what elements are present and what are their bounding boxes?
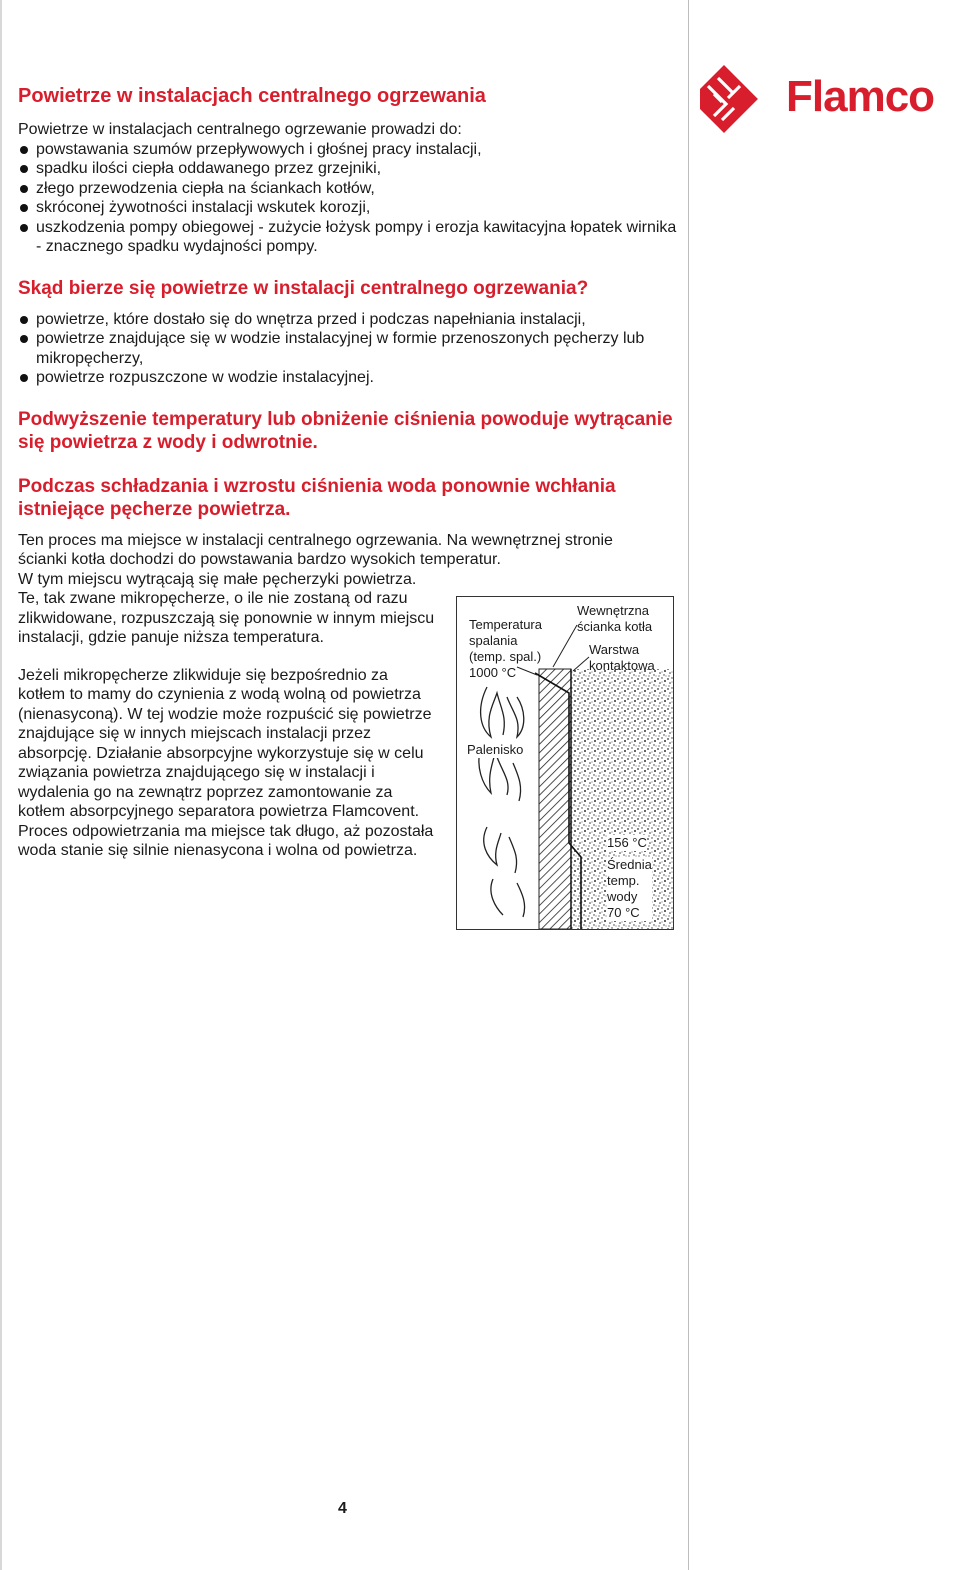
label-inner-wall	[577, 603, 652, 635]
list-item: powstawania szumów przepływowych i głośnej pracy instalacji,	[18, 140, 678, 160]
statement-2: Podczas schładzania i wzrostu ciśnienia woda ponownie wchłania istniejące pęcherze powietrza.	[18, 475, 616, 520]
margin-divider	[688, 0, 689, 1570]
absorption-paragraph: Jeżeli mikropęcherze zlikwiduje się bezpośrednio za kotłem to mamy do czynienia z wodą wolną od powietrza (nienasyconą). W tej wodzie może rozpuścić się powietrze znajdujące się w innych miejscach instalacji przez absorpcję. Działanie absorpcyjne wykorzystuje się w celu związania powietrza znajdującego się w instalacji i wydalenia go na zewnątrz poprzez zamontowanie za kotłem absorpcyjnego separatora powietrza Flamcovent. Proces odpowietrzania ma miejsce tak długo, aż pozostała woda stanie się silnie nienasycona i wolna od powietrza.	[18, 666, 434, 859]
label-text: Palenisko	[467, 742, 524, 757]
page-left-border	[0, 0, 2, 1570]
label-combustion-temp	[469, 617, 542, 681]
list-item: powietrze, które dostało się do wnętrza przed i podczas napełniania instalacji,	[18, 310, 678, 330]
section2	[18, 277, 678, 388]
label-wall-temp	[607, 835, 647, 851]
flamco-logo-icon	[700, 64, 780, 134]
flame-icon	[479, 687, 525, 917]
list-item: złego przewodzenia ciepła na ściankach kotłów,	[18, 179, 678, 199]
label-text: Wewnętrzna ścianka kotła	[577, 603, 653, 634]
process-intro: Ten proces ma miejsce w instalacji centralnego ogrzewania. Na wewnętrznej stronie ścianki kotła dochodzi do powstawania bardzo wysokich temperatur.	[18, 531, 613, 568]
list-item: spadku ilości ciepła oddawanego przez grzejniki,	[18, 159, 678, 179]
leader-layer	[573, 657, 589, 671]
section1-list	[18, 140, 678, 257]
list-item: powietrze rozpuszczone w wodzie instalacyjnej.	[18, 368, 678, 388]
brand-name: Flamco	[786, 72, 935, 121]
label-text: Warstwa kontaktowa	[589, 642, 655, 673]
label-furnace	[467, 742, 523, 758]
page-number: 4	[338, 1500, 347, 1517]
label-contact-layer	[589, 642, 655, 674]
list-item: skróconej żywotności instalacji wskutek korozji,	[18, 198, 678, 218]
list-item: powietrze znajdujące się w wodzie instalacyjnej w formie przenoszonych pęcherzy lub mikropęcherzy,	[18, 329, 678, 368]
process-text: W tym miejscu wytrącają się małe pęcherzyki powietrza. Te, tak zwane mikropęcherze, o ile nie zostaną od razu zlikwidowane, rozpuszczają się ponownie w innym miejscu instalacji, gdzie panuje niższa temperatura.	[18, 570, 435, 646]
leader-wall	[553, 625, 577, 667]
label-water-temp	[607, 857, 652, 921]
section1-title: Powietrze w instalacjach centralnego ogrzewania	[18, 85, 486, 107]
label-text: 156 °C	[607, 835, 647, 850]
boiler-wall-diagram	[456, 596, 674, 930]
boiler-wall	[539, 669, 571, 929]
list-item: uszkodzenia pompy obiegowej - zużycie łożysk pompy i erozja kawitacyjna łopatek wirnika - znacznego spadku wydajności pompy.	[18, 218, 678, 257]
label-text: Średnia temp. wody 70 °C	[607, 857, 652, 920]
statement-1: Podwyższenie temperatury lub obniżenie ciśnienia powoduje wytrącanie się powietrza z wody i odwrotnie.	[18, 408, 673, 453]
section1-intro: Powietrze w instalacjach centralnego ogrzewanie prowadzi do:	[18, 121, 462, 138]
flamco-logo	[700, 64, 950, 134]
label-text: Temperatura spalania (temp. spal.) 1000 °C	[469, 617, 542, 680]
section2-list	[18, 310, 678, 388]
section2-title: Skąd bierze się powietrze w instalacji centralnego ogrzewania?	[18, 277, 589, 299]
